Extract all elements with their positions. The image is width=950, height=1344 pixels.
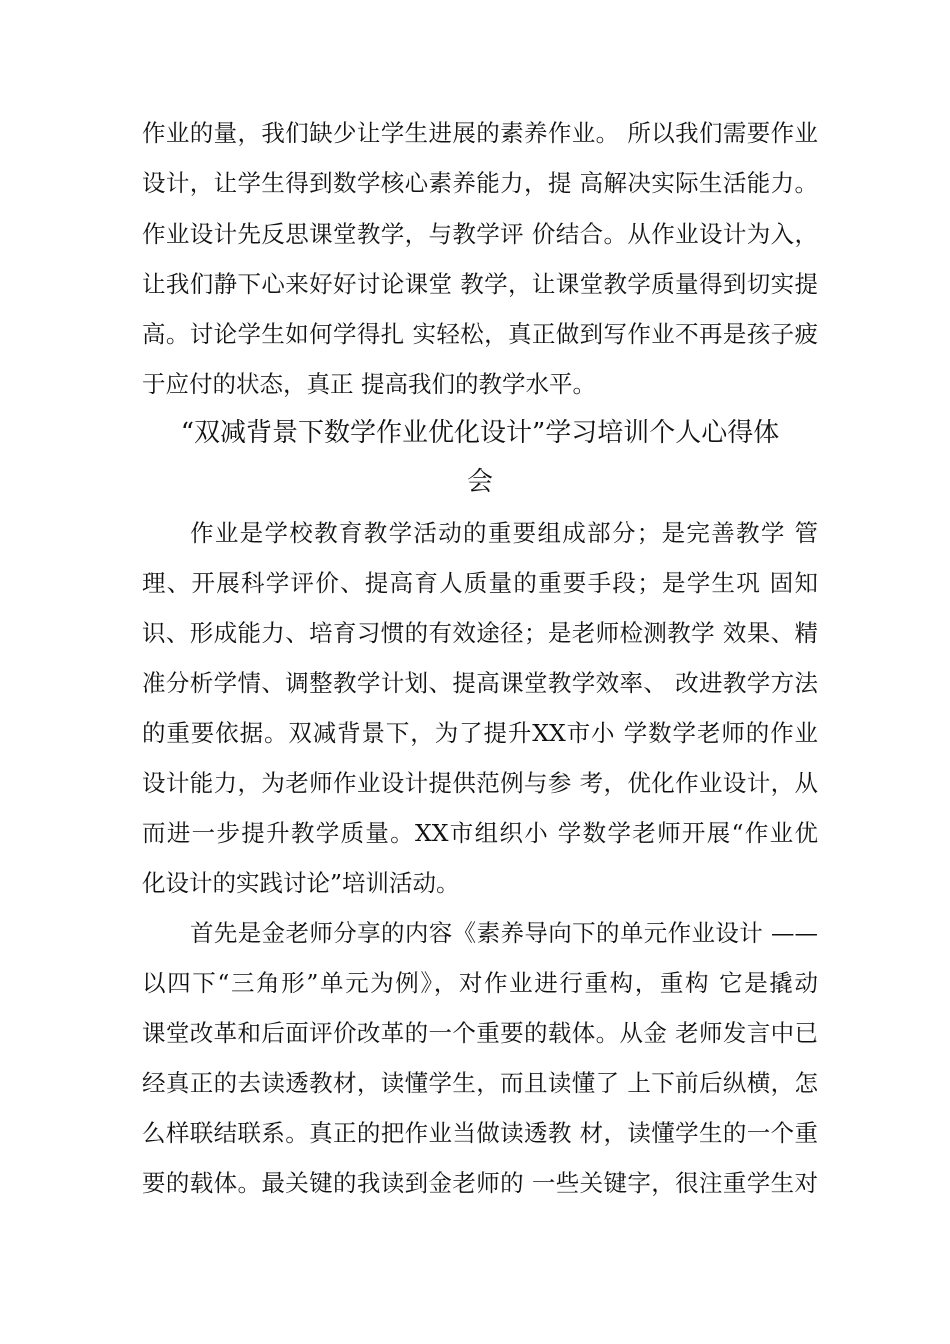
paragraph-2-line-8: 化设计的实践讨论”培训活动。: [142, 869, 460, 897]
paragraph-1-line-3: 作业设计先反思课堂教学，与教学评 价结合。从作业设计为入，: [142, 220, 818, 248]
paragraph-3-line-5: 么样联结联系。真正的把作业当做读透教 材，读懂学生的一个重: [142, 1119, 818, 1147]
paragraph-3-line-2: 以四下“三角形”单元为例》，对作业进行重构，重构 它是撬动: [142, 969, 818, 997]
paragraph-2-line-6: 设计能力，为老师作业设计提供范例与参 考，优化作业设计，从: [142, 769, 818, 797]
paragraph-1-line-5: 高。讨论学生如何学得扎 实轻松，真正做到写作业不再是孩子疲: [142, 320, 818, 348]
paragraph-3-line-4: 经真正的去读透教材，读懂学生，而且读懂了 上下前后纵横，怎: [142, 1069, 818, 1097]
paragraph-2-line-2: 理、开展科学评价、提高育人质量的重要手段；是学生巩 固知: [142, 569, 818, 597]
paragraph-2-line-4: 准分析学情、调整教学计划、提高课堂教学效率、 改进教学方法: [142, 669, 818, 697]
paragraph-3-line-6: 要的载体。最关键的我读到金老师的 一些关键字，很注重学生对: [142, 1169, 818, 1197]
paragraph-1-line-6: 于应付的状态，真正 提高我们的教学水平。: [142, 370, 596, 398]
paragraph-1-line-1: 作业的量，我们缺少让学生进展的素养作业。 所以我们需要作业: [142, 119, 818, 147]
paragraph-1-line-2: 设计，让学生得到数学核心素养能力，提 高解决实际生活能力。: [142, 169, 818, 197]
article-title-line-1: “双减背景下数学作业优化设计”学习培训个人心得体: [180, 418, 780, 448]
paragraph-2-line-7: 而进一步提升教学质量。XX市组织小 学数学老师开展“作业优: [142, 819, 818, 847]
article-title-line-2: 会: [466, 467, 493, 497]
paragraph-2-line-5: 的重要依据。双减背景下，为了提升XX市小 学数学老师的作业: [142, 719, 818, 747]
paragraph-3-line-1: 首先是金老师分享的内容《素养导向下的单元作业设计 ——: [190, 919, 818, 947]
paragraph-2-line-3: 识、形成能力、培育习惯的有效途径；是老师检测教学 效果、精: [142, 619, 818, 647]
paragraph-2-line-1: 作业是学校教育教学活动的重要组成部分；是完善教学 管: [190, 519, 818, 547]
paragraph-1-line-4: 让我们静下心来好好讨论课堂 教学，让课堂教学质量得到切实提: [142, 270, 818, 298]
paragraph-3-line-3: 课堂改革和后面评价改革的一个重要的载体。从金 老师发言中已: [142, 1019, 818, 1047]
